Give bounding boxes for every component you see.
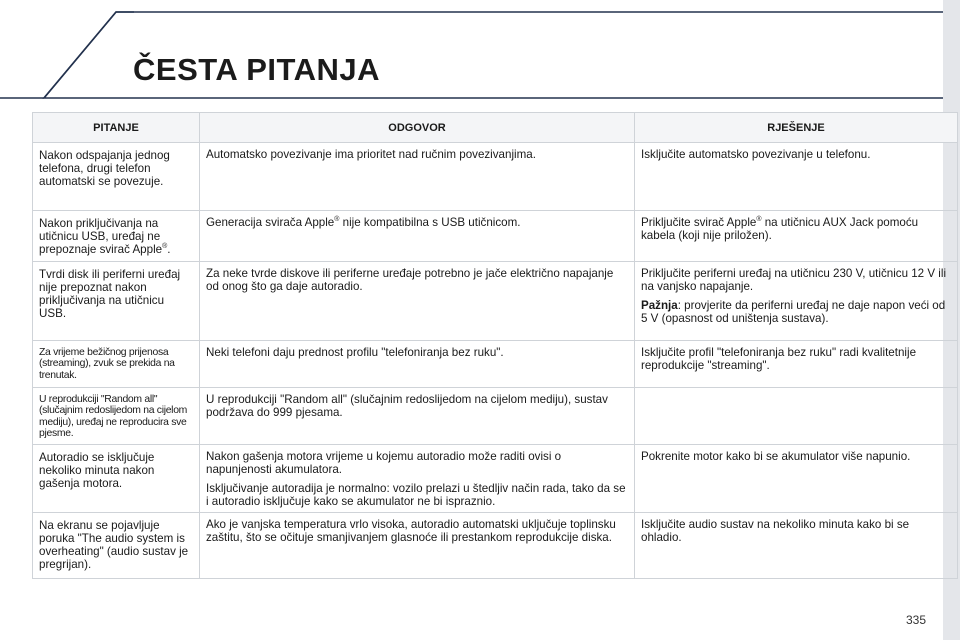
question-cell — [33, 211, 200, 262]
answer-cell — [200, 388, 635, 445]
answer-text: Neki telefoni daju prednost profilu "telefoniranja bez ruku". — [206, 346, 504, 359]
question-text-end: . — [167, 242, 171, 256]
solution-text: Isključite audio sustav na nekoliko minuta kako bi se ohladio. — [641, 517, 910, 544]
question-text: Nakon priključivanja na utičnicu USB, uređaj ne prepoznaje svirač Apple — [39, 217, 163, 256]
answer-text: Nakon gašenja motora vrijeme u kojemu autoradio može raditi ovisi o napunjenosti akumulatora. — [206, 450, 562, 476]
question-cell: Za vrijeme bežičnog prijenosa (streaming), zvuk se prekida na trenutak. — [33, 341, 200, 388]
answer-text: U reprodukciji "Random all" (slučajnim redoslijedom na cijelom mediju), sustav podržava do 999 pjesama. — [206, 393, 608, 419]
solution-text: Isključite profil "telefoniranja bez ruku" radi kvalitetnije reprodukcije "streaming". — [641, 346, 917, 372]
solution-cell — [635, 143, 958, 211]
solution-text: Priključite svirač Apple — [641, 216, 757, 229]
table-header-row — [33, 113, 958, 143]
table-row — [33, 341, 958, 388]
registered-mark: ® — [162, 243, 168, 251]
note-text: : provjerite da periferni uređaj ne daje napon veći od 5 V (opasnost od uništenja sustava). — [641, 298, 946, 325]
faq-table — [32, 112, 958, 579]
solution-text: Isključite automatsko povezivanje u telefonu. — [641, 148, 871, 161]
answer-text: Automatsko povezivanje ima prioritet nad ručnim povezivanjima. — [206, 148, 536, 161]
column-header-answer: ODGOVOR — [200, 113, 635, 143]
solution-cell — [635, 512, 958, 578]
table-row — [33, 512, 958, 578]
registered-mark: ® — [756, 216, 762, 224]
solution-text: Pokrenite motor kako bi se akumulator više napunio. — [641, 450, 911, 463]
answer-cell — [200, 211, 635, 262]
registered-mark: ® — [334, 216, 340, 224]
answer-text: Isključivanje autoradija je normalno: vozilo prelazi u štedljiv način rada, tako da se i autoradio isključuje kako se akumulator ne bi ispraznio. — [206, 481, 626, 508]
question-cell: Autoradio se isključuje nekoliko minuta nakon gašenja motora. — [33, 445, 200, 513]
answer-cell — [200, 341, 635, 388]
question-cell: Tvrdi disk ili periferni uređaj nije prepoznat nakon priključivanja na utičnicu USB. — [33, 262, 200, 341]
answer-text-end: nije kompatibilna s USB utičnicom. — [339, 216, 521, 229]
solution-cell — [635, 262, 958, 341]
question-cell: Nakon odspajanja jednog telefona, drugi telefon automatski se povezuje. — [33, 143, 200, 211]
solution-cell — [635, 211, 958, 262]
page-title: ČESTA PITANJA — [133, 52, 381, 87]
solution-cell-empty — [635, 388, 958, 445]
answer-text: Za neke tvrde diskove ili periferne uređaje potrebno je jače električno napajanje od onog što ga daje autoradio. — [206, 267, 614, 293]
note-label: Pažnja — [641, 298, 678, 312]
table-row — [33, 211, 958, 262]
column-header-solution: RJEŠENJE — [635, 113, 958, 143]
table-row — [33, 143, 958, 211]
answer-text: Generacija svirača Apple — [206, 216, 335, 229]
answer-cell — [200, 512, 635, 578]
solution-text: Priključite periferni uređaj na utičnicu 230 V, utičnicu 12 V ili na vanjsko napajanje. — [641, 267, 947, 293]
solution-cell — [635, 341, 958, 388]
solution-note — [641, 299, 951, 325]
table-row — [33, 262, 958, 341]
page-number: 335 — [906, 613, 927, 627]
answer-cell — [200, 445, 635, 513]
table-row — [33, 445, 958, 513]
answer-cell — [200, 143, 635, 211]
solution-text-end: na utičnicu AUX Jack pomoću kabela (koji nije priložen). — [641, 216, 919, 242]
answer-text: Ako je vanjska temperatura vrlo visoka, autoradio automatski uključuje toplinsku zaštitu, što se očituje smanjivanjem glasnoće ili prestankom reprodukcije diska. — [206, 517, 616, 544]
table-row — [33, 388, 958, 445]
question-cell: Na ekranu se pojavljuje poruka "The audio system is overheating" (audio sustav je pregrijan). — [33, 512, 200, 578]
solution-cell — [635, 445, 958, 513]
answer-cell — [200, 262, 635, 341]
column-header-question: PITANJE — [33, 113, 200, 143]
question-cell: U reprodukciji "Random all" (slučajnim redoslijedom na cijelom mediju), uređaj ne reproducira sve pjesme. — [33, 388, 200, 445]
